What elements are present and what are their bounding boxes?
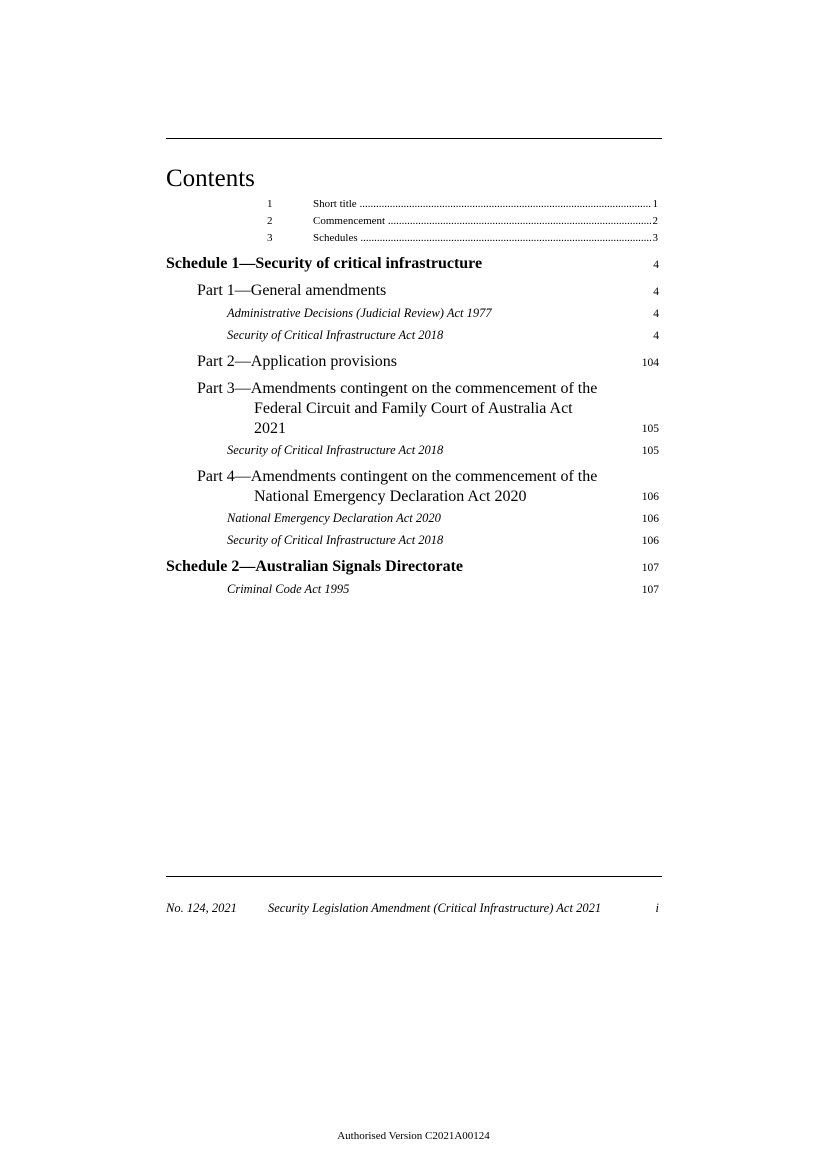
contents-heading: Contents [166, 165, 255, 192]
toc-page-number: 4 [653, 286, 659, 298]
toc-part-3-line-1: Part 3—Amendments contingent on the commencement of the [197, 380, 598, 397]
toc-page-number: 107 [641, 584, 659, 596]
toc-part-2[interactable]: Part 2—Application provisions [197, 353, 397, 370]
toc-page-number: 4 [653, 308, 659, 320]
toc-schedule-1[interactable]: Schedule 1—Security of critical infrastructure [166, 255, 483, 272]
toc-page-number: 107 [641, 562, 659, 574]
toc-part-3[interactable] [197, 379, 627, 439]
section-page: 3 [652, 232, 658, 244]
toc-act-soci[interactable]: Security of Critical Infrastructure Act 2018 [227, 443, 444, 457]
toc-act-soci[interactable]: Security of Critical Infrastructure Act 2018 [227, 328, 444, 342]
toc-act-criminal-code[interactable]: Criminal Code Act 1995 [227, 582, 350, 596]
toc-part-3-line-2: Federal Circuit and Family Court of Australia Act [254, 400, 573, 417]
authorised-version: Authorised Version C2021A00124 [337, 1130, 490, 1142]
toc-part-3-line-3: 2021 [254, 420, 286, 437]
toc-page-number: 4 [653, 259, 659, 271]
toc-section-row[interactable] [267, 230, 658, 246]
section-number: 3 [267, 232, 273, 244]
section-number: 2 [267, 215, 273, 227]
footer-rule [166, 876, 662, 877]
toc-part-1[interactable]: Part 1—General amendments [197, 282, 387, 299]
footer-act-title: Security Legislation Amendment (Critical Infrastructure) Act 2021 [268, 901, 602, 915]
section-number: 1 [267, 198, 273, 210]
footer-act-number: No. 124, 2021 [166, 901, 237, 915]
toc-part-4[interactable] [197, 467, 627, 507]
toc-page-number: 106 [641, 513, 659, 525]
section-title: Short title ..... [313, 196, 651, 212]
section-title: Schedules ..... [313, 230, 651, 246]
toc-page-number: 105 [641, 445, 659, 457]
toc-page-number: 106 [641, 491, 659, 503]
section-title: Commencement ..... [313, 213, 651, 229]
section-page: 2 [652, 215, 658, 227]
toc-page-number: 104 [641, 357, 659, 369]
toc-act-national-emergency[interactable]: National Emergency Declaration Act 2020 [227, 511, 441, 525]
toc-page-number: 106 [641, 535, 659, 547]
toc-section-row[interactable] [267, 213, 658, 229]
toc-page-number: 4 [653, 330, 659, 342]
toc-act-soci[interactable]: Security of Critical Infrastructure Act 2018 [227, 533, 444, 547]
header-rule [166, 138, 662, 139]
toc-page-number: 105 [641, 423, 659, 435]
section-page: 1 [652, 198, 658, 210]
toc-part-4-line-1: Part 4—Amendments contingent on the commencement of the [197, 468, 598, 485]
toc-section-row[interactable] [267, 196, 658, 212]
toc-schedule-2[interactable]: Schedule 2—Australian Signals Directorate [166, 558, 464, 575]
toc-act-admin-decisions[interactable]: Administrative Decisions (Judicial Review) Act 1977 [227, 306, 492, 320]
footer-page-number: i [655, 901, 659, 915]
toc-part-4-line-2: National Emergency Declaration Act 2020 [254, 488, 527, 505]
